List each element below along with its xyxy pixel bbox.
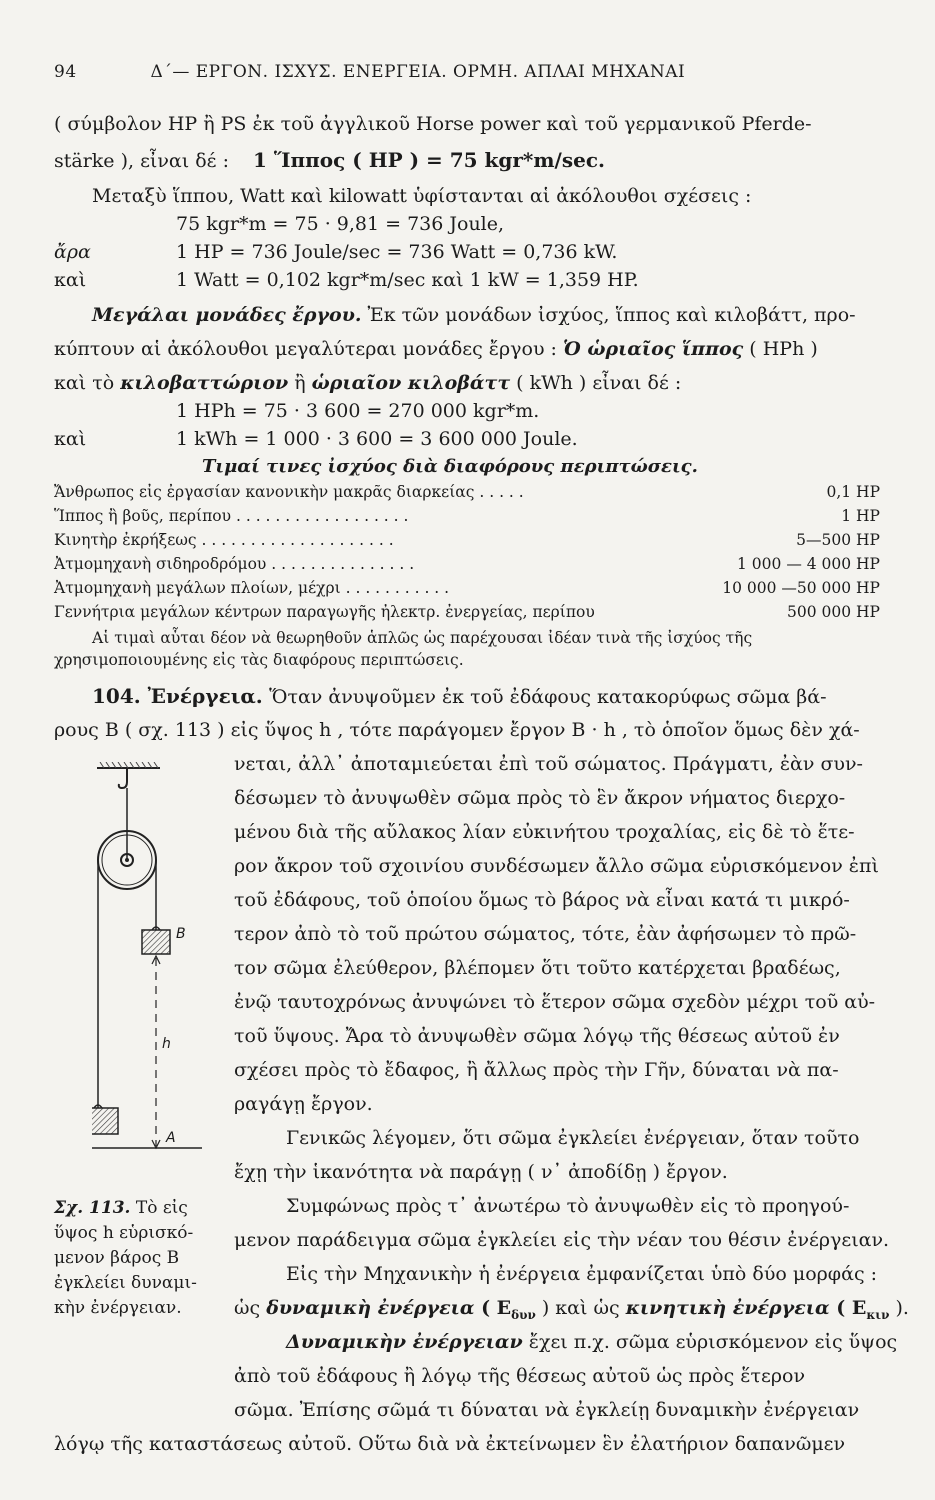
section-104-line-11: τοῦ ὕψους. Ἄρα τὸ ἀνυψωθὲν σῶμα λόγῳ τῆς θέσεως αὐτοῦ ἐν — [234, 1025, 840, 1047]
kwh-equation-rhs: 1 kWh = 1 000 · 3 600 = 3 600 000 Joule. — [176, 428, 578, 450]
label-B: B — [176, 926, 186, 942]
pulley-figure — [92, 762, 222, 1182]
potential-line-3: σῶμα. Ἐπίσης σῶμά τι δύναται νὰ ἐγκλείῃ δυναμικὴν ἐνέργειαν — [234, 1399, 860, 1421]
row-label: Ἵππος ἢ βοῦς, περίπου . . . . . . . . . . . . . . . . . . — [54, 507, 409, 525]
row-label: Ἀτμομηχανὴ σιδηροδρόμου . . . . . . . . . . . . . . . — [54, 555, 415, 573]
term-kinetic-energy: κινητικὴ ἐνέργεια — [625, 1297, 830, 1319]
section-104-line-14: Γενικῶς λέγομεν, ὅτι σῶμα ἐγκλείει ἐνέργειαν, ὅταν τοῦτο — [286, 1127, 860, 1149]
large-units-heading: Μεγάλαι μονάδες ἔργου. — [92, 304, 362, 326]
equation-1-rhs: 75 kgr*m = 75 · 9,81 = 736 Joule, — [176, 213, 505, 235]
equation-3-lhs: καὶ — [54, 269, 87, 291]
table-row — [54, 576, 894, 600]
body-A — [92, 1108, 118, 1134]
large-units-text-2: κύπτουν αἱ ἀκόλουθοι μεγαλύτεραι μονάδες ἔργου : — [54, 338, 564, 360]
figure-caption — [54, 1196, 224, 1321]
horse-power-definition: 1 Ἵππος ( HP ) = 75 kgr*m/sec. — [253, 148, 605, 172]
pulley-wheel — [98, 788, 156, 889]
label-h: h — [162, 1036, 171, 1052]
potential-subscript: δυν — [511, 1307, 536, 1322]
body-B — [142, 930, 170, 954]
hph-equation — [54, 399, 539, 423]
large-units-text-3a: καὶ τὸ — [54, 372, 121, 394]
caption-line-1: Τὸ εἰς — [135, 1198, 188, 1218]
section-104-line-1 — [92, 684, 827, 709]
potential-line-1 — [286, 1330, 897, 1354]
power-table — [54, 480, 894, 624]
table-row — [54, 504, 894, 528]
large-units-text-1: Ἐκ τῶν μονάδων ἰσχύος, ἵππος καὶ κιλοβάττ, προ- — [361, 304, 856, 326]
table-note-2: χρησιμοποιουμένης εἰς τὰς διαφόρους περιπτώσεις. — [54, 651, 464, 669]
row-value: 0,1 HP — [826, 483, 880, 501]
caption-line-4: ἐγκλείει δυναμι- — [54, 1273, 197, 1293]
row-value: 500 000 HP — [787, 603, 880, 621]
large-units-line-2 — [54, 337, 818, 361]
equation-2-lhs: ἄρα — [54, 241, 91, 263]
term-potential-energy: δυναμικὴ ἐνέργεια — [266, 1297, 475, 1319]
caption-line-3: μενον βάρος B — [54, 1248, 180, 1268]
large-units-line-1 — [92, 303, 856, 327]
intro-line-3: Μεταξὺ ἵππου, Watt καὶ kilowatt ὑφίστανται αἱ ἀκόλουθοι σχέσεις : — [92, 185, 752, 207]
section-104-line-9: τον σῶμα ἐλεύθερον, βλέπομεν ὅτι τοῦτο κατέρχεται βραδέως, — [234, 957, 841, 979]
term-hourly-kilowatt: ὡριαῖον κιλοβάττ — [311, 372, 511, 394]
chapter-title: Δ΄— ΕΡΓΟΝ. ΙΣΧΥΣ. ΕΝΕΡΓΕΙΑ. ΟΡΜΗ. ΑΠΛΑΙ ΜΗΧΑΝΑΙ — [150, 62, 686, 82]
large-units-line-3 — [54, 371, 681, 395]
row-label: Γεννήτρια μεγάλων κέντρων παραγωγῆς ἠλεκτρ. ἐνεργείας, περίπου — [54, 603, 595, 621]
equation-1 — [54, 212, 504, 236]
row-label: Ἄνθρωπος εἰς ἐργασίαν κανονικὴν μακρᾶς διαρκείας . . . . . — [54, 483, 524, 501]
section-104-line-12: σχέσει πρὸς τὸ ἔδαφος, ἢ ἄλλως πρὸς τὴν Γῆν, δύναται νὰ πα- — [234, 1059, 839, 1081]
equation-2-rhs: 1 HP = 736 Joule/sec = 736 Watt = 0,736 kW. — [176, 241, 618, 263]
row-label: Ἀτμομηχανὴ μεγάλων πλοίων, μέχρι . . . . . . . . . . . — [54, 579, 450, 597]
large-units-text-2b: ( HPh ) — [743, 338, 818, 360]
section-104-line-10: ἐνῷ ταυτοχρόνως ἀνυψώνει τὸ ἕτερον σῶμα σχεδὸν μέχρι τοῦ αὐ- — [234, 991, 876, 1013]
forms-pre: ὡς — [234, 1297, 267, 1319]
section-104-line-18: Εἰς τὴν Μηχανικὴν ἡ ἐνέργεια ἐμφανίζεται ὑπὸ δύο μορφάς : — [286, 1263, 878, 1285]
last-line: λόγῳ τῆς καταστάσεως αὐτοῦ. Οὕτω διὰ νὰ ἐκτείνωμεν ἓν ἐλατήριον δαπανῶμεν — [54, 1433, 846, 1455]
section-104-line-6: ρον ἄκρον τοῦ σχοινίου συνδέσωμεν ἄλλο σῶμα εὑρισκόμενον ἐπὶ — [234, 855, 879, 877]
caption-line-5: κὴν ἐνέργειαν. — [54, 1298, 182, 1318]
section-104-line-8: τερον ἀπὸ τὸ τοῦ πρώτου σώματος, τότε, ἐὰν ἀφήσωμεν τὸ πρῶ- — [234, 923, 857, 945]
intro-line-2-text: stärke ), εἶναι δέ : — [54, 150, 229, 172]
section-104-line-3: νεται, ἀλλ᾽ ἀποταμιεύεται ἐπὶ τοῦ σώματος. Πράγματι, ἐὰν συν- — [234, 753, 863, 775]
kinetic-symbol: ( E — [829, 1297, 867, 1319]
ceiling — [97, 762, 160, 768]
term-hourly-horse: Ὁ ὡριαῖος ἵππος — [563, 338, 744, 360]
section-104-line-5: μένου διὰ τῆς αὔλακος λίαν εὐκινήτου τροχαλίας, εἰς δὲ τὸ ἕτε- — [234, 821, 855, 843]
section-104-line-15: ἔχῃ τὴν ἱκανότητα νὰ παράγῃ ( ν᾽ ἀποδίδῃ ) ἔργον. — [234, 1161, 728, 1183]
row-value: 10 000 —50 000 HP — [722, 579, 880, 597]
label-A: A — [166, 1130, 176, 1146]
energy-forms-line — [234, 1296, 909, 1327]
table-row — [54, 600, 894, 624]
potential-line-2: ἀπὸ τοῦ ἐδάφους ἢ λόγῳ τῆς θέσεως αὐτοῦ ὡς πρὸς ἕτερον — [234, 1365, 805, 1387]
hook — [119, 768, 127, 788]
potential-heading: Δυναμικὴν ἐνέργειαν — [286, 1331, 523, 1353]
section-104-line-2: ρους B ( σχ. 113 ) εἰς ὕψος h , τότε παράγομεν ἔργον B · h , τὸ ὁποῖον ὅμως δὲν χά- — [54, 719, 860, 741]
row-label: Κινητὴρ ἐκρήξεως . . . . . . . . . . . . . . . . . . . . — [54, 531, 394, 549]
table-row — [54, 552, 894, 576]
large-units-text-3b: ἢ — [288, 372, 312, 394]
kwh-equation-lhs: καὶ — [54, 428, 87, 450]
section-104-heading: 104. Ἐνέργεια. — [92, 684, 263, 708]
term-kilowatt-hour: κιλοβαττώριον — [120, 372, 289, 394]
section-104-line-4: δέσωμεν τὸ ἀνυψωθὲν σῶμα πρὸς τὸ ἓν ἄκρον νήματος διερχο- — [234, 787, 846, 809]
large-units-text-3c: ( kWh ) εἶναι δέ : — [510, 372, 682, 394]
table-note-1: Αἱ τιμαὶ αὗται δέον νὰ θεωρηθοῦν ἁπλῶς ὡς παρέχουσαι ἰδέαν τινὰ τῆς ἰσχύος τῆς — [92, 629, 753, 647]
caption-label: Σχ. 113. — [54, 1198, 131, 1218]
intro-line-1: ( σύμβολον HP ἢ PS ἐκ τοῦ ἀγγλικοῦ Horse power καὶ τοῦ γερμανικοῦ Pferde- — [54, 113, 812, 135]
table-row — [54, 528, 894, 552]
row-value: 5—500 HP — [796, 531, 880, 549]
kwh-equation — [54, 427, 578, 451]
potential-text-1: ἔχει π.χ. σῶμα εὑρισκόμενον εἰς ὕψος — [522, 1331, 898, 1353]
page-number: 94 — [54, 62, 77, 82]
forms-mid: ) καὶ ὡς — [535, 1297, 626, 1319]
equation-3 — [54, 268, 639, 292]
section-104-line-16: Συμφώνως πρὸς τ᾽ ἀνωτέρω τὸ ἀνυψωθὲν εἰς τὸ προηγού- — [286, 1195, 850, 1217]
equation-2 — [54, 240, 617, 264]
kinetic-subscript: κιν — [866, 1307, 890, 1322]
section-104-text-1: Ὅταν ἀνυψοῦμεν ἐκ τοῦ ἐδάφους κατακορύφως σῶμα βά- — [269, 686, 827, 708]
equation-3-rhs: 1 Watt = 0,102 kgr*m/sec καὶ 1 kW = 1,359 HP. — [176, 269, 639, 291]
forms-end: ). — [889, 1297, 909, 1319]
section-104-line-7: τοῦ ἐδάφους, τοῦ ὁποίου ὅμως τὸ βάρος νὰ εἶναι κατά τι μικρό- — [234, 889, 850, 911]
potential-symbol: ( E — [474, 1297, 512, 1319]
hph-equation-rhs: 1 HPh = 75 · 3 600 = 270 000 kgr*m. — [176, 400, 540, 422]
section-104-line-13: ραγάγῃ ἔργον. — [234, 1093, 373, 1115]
intro-line-2 — [54, 148, 605, 173]
row-value: 1 000 — 4 000 HP — [737, 555, 880, 573]
row-value: 1 HP — [841, 507, 880, 525]
caption-line-2: ὕψος h εὑρισκό- — [54, 1223, 194, 1243]
table-row — [54, 480, 894, 504]
section-104-line-17: μενον παράδειγμα σῶμα ἐγκλείει εἰς τὴν νέαν του θέσιν ἐνέργειαν. — [234, 1229, 890, 1251]
page-header — [54, 60, 685, 84]
power-table-title: Τιμαί τινες ἰσχύος διὰ διαφόρους περιπτώσεις. — [202, 456, 698, 477]
